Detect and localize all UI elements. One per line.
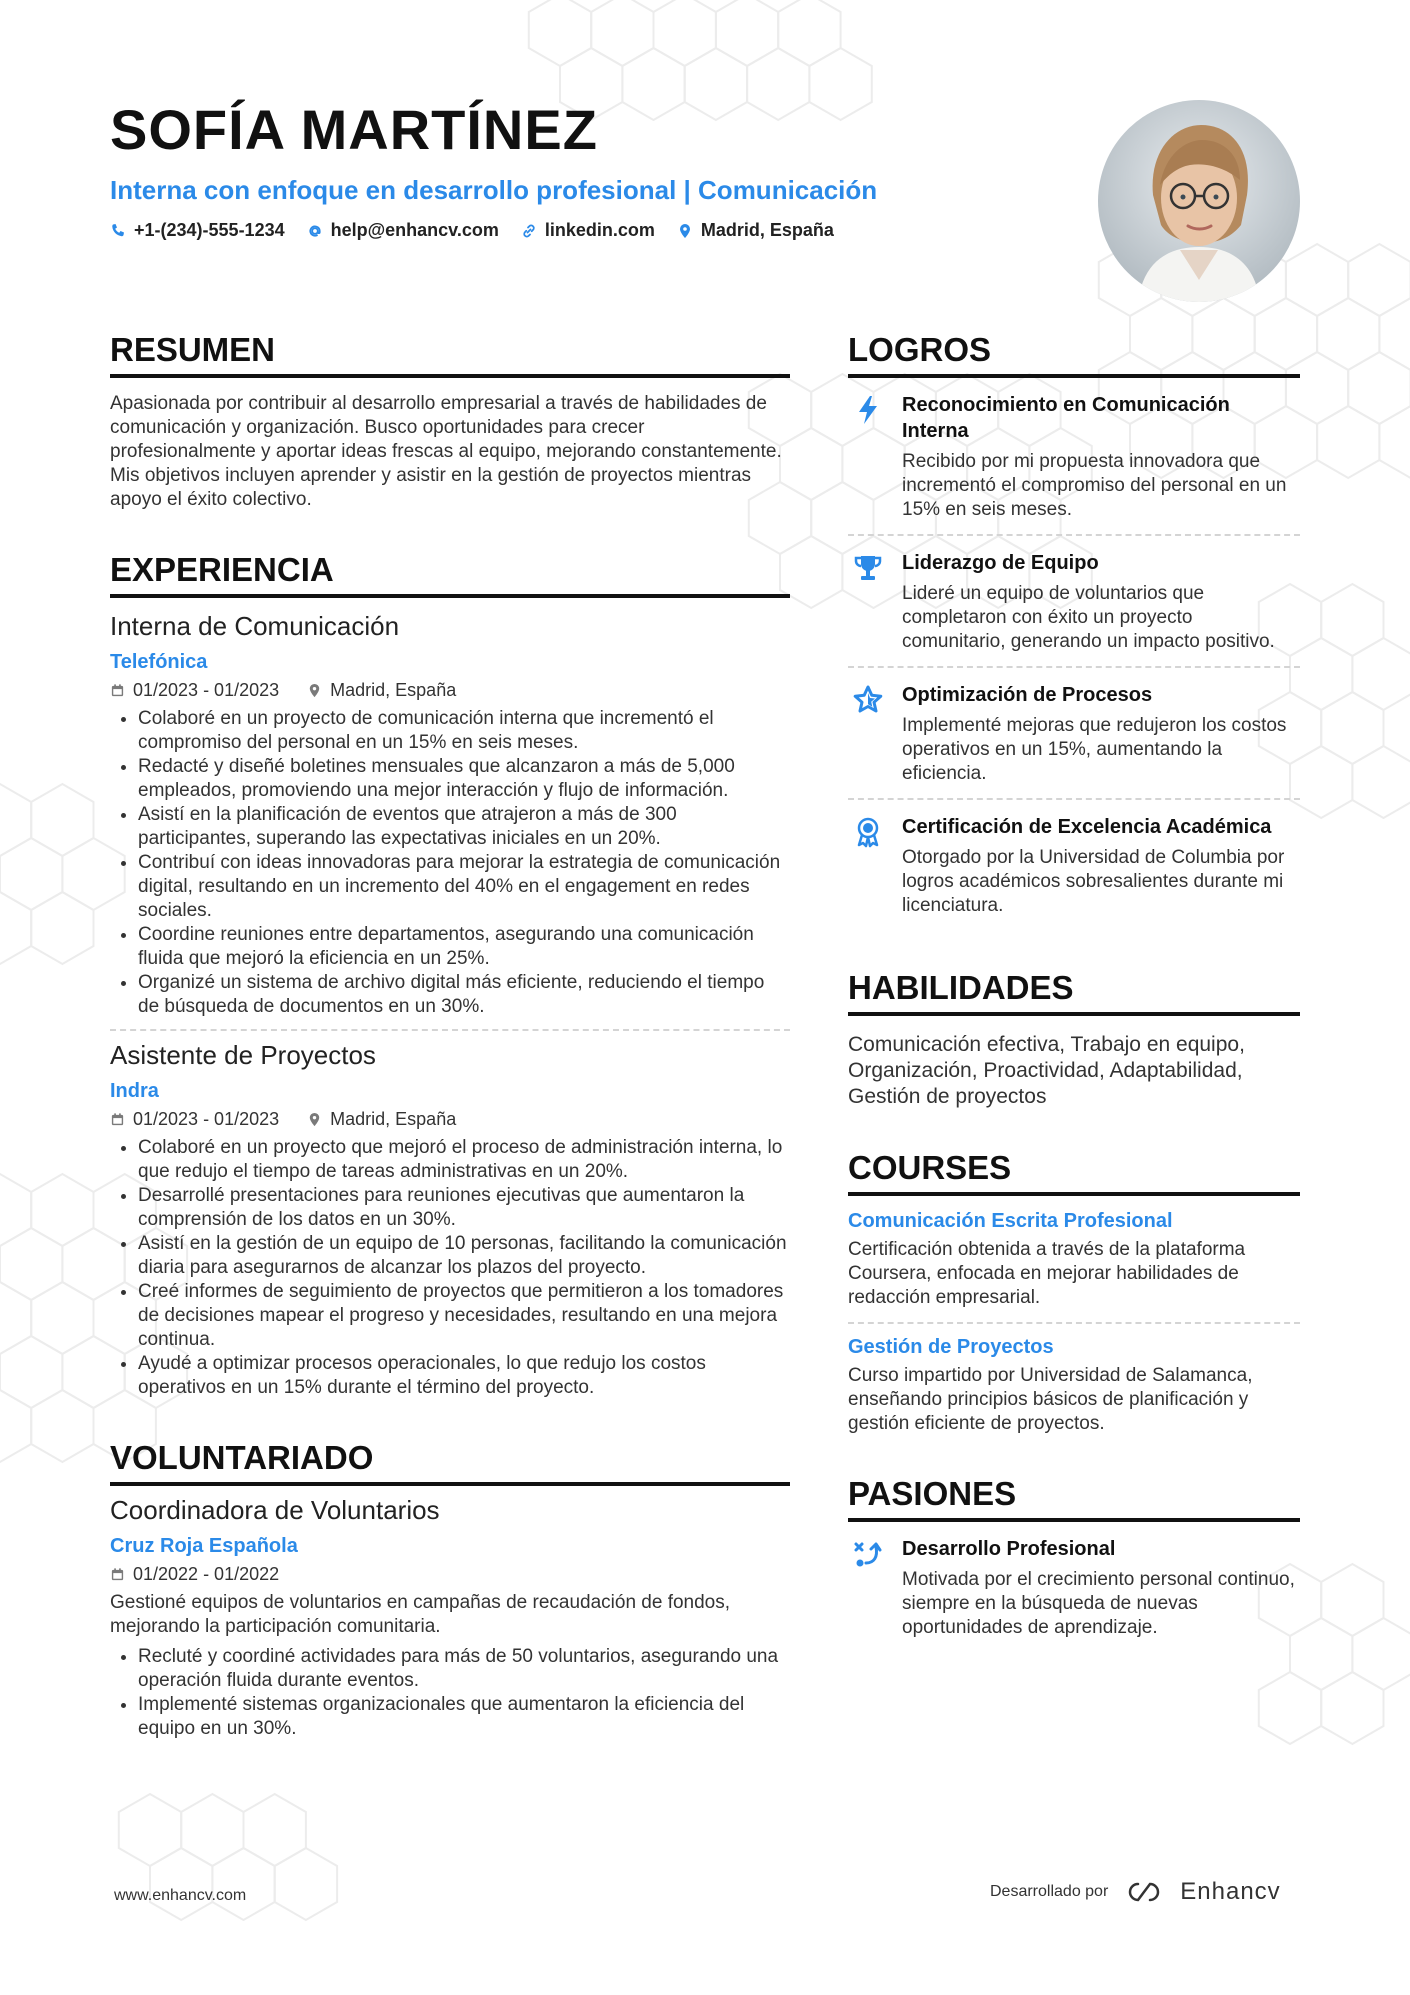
passion-desc: Motivada por el crecimiento personal continuo, siempre en la búsqueda de nuevas oportunidades de aprendizaje. [902,1569,1295,1638]
skills-text: Comunicación efectiva, Trabajo en equipo, Organización, Proactividad, Adaptabilidad, Gestión de proyectos [848,1033,1245,1108]
bullet-item: • Colaboré en un proyecto que mejoró el proceso de administración interna, lo que redujo el tiempo de tareas administrativas en un 20%. [138,1136,790,1184]
bullet-item: • Redacté y diseñé boletines mensuales que alcanzaron a más de 5,000 empleados, promoviendo una mejor interacción y flujo de información. [138,755,790,803]
achievement-title: Reconocimiento en Comunicación Interna [902,394,1230,442]
section-courses [848,1148,1300,1436]
divider [848,1322,1300,1324]
location-pin-icon [307,683,322,698]
contact-location [677,220,834,241]
job-location-text: Madrid, España [330,680,457,700]
bullet-item: • Asistí en la gestión de un equipo de 10 personas, facilitando la comunicación diaria para asegurarnos de alcanzar los plazos del proyecto. [138,1232,790,1280]
location-pin-icon [677,223,693,239]
volunteer-org: Cruz Roja Española [110,1535,298,1557]
volunteer-role: Coordinadora de Voluntarios [110,1495,440,1525]
section-title-voluntariado: VOLUNTARIADO [110,1438,790,1486]
section-resumen [110,330,790,512]
section-title-courses: COURSES [848,1148,1300,1196]
bullet-item: • Colaboré en un proyecto de comunicación interna que incrementó el compromiso del personal en un 15% en seis meses. [138,707,790,755]
trophy-icon [852,552,884,584]
section-voluntariado [110,1438,790,1741]
section-pasiones [848,1474,1300,1652]
summary-text: Apasionada por contribuir al desarrollo empresarial a través de habilidades de comunicación y organización. Busco oportunidades para crecer profesionalmente y aportar ideas frescas al equipo, mejorando constantemente. Mis objetivos incluyen aprender y asistir en la gestión de proyectos mientras apoyo el éxito colectivo. [110,393,782,510]
passion-title: Desarrollo Profesional [902,1538,1116,1560]
job-dates [110,680,279,701]
footer-brand [990,1878,1281,1906]
achievement-item [848,536,1300,668]
calendar-icon [110,1112,125,1127]
volunteer-dates [110,1564,279,1585]
passion-icon-wrap [848,1536,888,1640]
enhancv-logo-icon [1120,1879,1168,1905]
job-location [307,1109,456,1130]
job-entry [110,610,790,1019]
volunteer-meta [110,1564,790,1585]
divider [110,1029,790,1031]
job-meta [110,680,790,701]
volunteer-bullets [110,1645,790,1741]
achievement-item [848,378,1300,536]
job-bullets [110,1136,790,1400]
job-location [307,680,456,701]
section-logros [848,330,1300,930]
phone-icon [110,223,126,239]
award-medal-icon [852,816,884,848]
job-role: Interna de Comunicación [110,611,400,641]
achievement-icon-wrap [848,682,888,786]
profile-photo [1098,100,1300,302]
avatar [1098,100,1300,302]
candidate-name: SOFÍA MARTÍNEZ [110,98,598,161]
location-pin-icon [307,1112,322,1127]
contact-email[interactable] [307,220,499,241]
contact-email-text: help@enhancv.com [330,220,499,240]
achievement-title: Optimización de Procesos [902,684,1153,706]
calendar-icon [110,683,125,698]
course-item [848,1208,1300,1310]
brand-name[interactable]: Enhancv [1180,1878,1281,1905]
contact-linkedin-text: linkedin.com [544,220,655,240]
course-item [848,1334,1300,1436]
section-title-habilidades: HABILIDADES [848,968,1300,1016]
calendar-icon [110,1567,125,1582]
achievement-desc: Implementé mejoras que redujeron los costos operativos en un 15%, aumentando la eficiencia. [902,715,1287,784]
left-column [110,330,790,1779]
job-company: Indra [110,1080,159,1102]
section-habilidades [848,968,1300,1110]
bullet-item: • Organizé un sistema de archivo digital más eficiente, reduciendo el tiempo de búsqueda de documentos en un 30%. [138,971,790,1019]
achievement-desc: Lideré un equipo de voluntarios que completaron con éxito un proyecto comunitario, generando un impacto positivo. [902,583,1275,652]
job-location-text: Madrid, España [330,1109,457,1129]
volunteer-summary: Gestioné equipos de voluntarios en campañas de recaudación de fondos, mejorando la participación comunitaria. [110,1592,731,1637]
bullet-item: • Contribuí con ideas innovadoras para mejorar la estrategia de comunicación digital, resultando en un incremento del 40% en el engagement en redes sociales. [138,851,790,923]
section-experiencia [110,550,790,1400]
course-title: Gestión de Proyectos [848,1336,1054,1358]
achievement-icon-wrap [848,814,888,918]
contact-location-text: Madrid, España [700,220,834,240]
job-company: Telefónica [110,651,208,673]
job-entry [110,1039,790,1400]
achievement-title: Liderazgo de Equipo [902,552,1099,574]
job-role: Asistente de Proyectos [110,1040,376,1070]
resume-header [110,98,1060,241]
job-bullets [110,707,790,1019]
bullet-item: • Ayudé a optimizar procesos operacionales, lo que redujo los costos operativos en un 15% durante el término del proyecto. [138,1352,790,1400]
job-dates-text: 01/2023 - 01/2023 [133,1109,280,1129]
course-title: Comunicación Escrita Profesional [848,1210,1173,1232]
star-icon [852,684,884,716]
bullet-item: • Asistí en la planificación de eventos que atrajeron a más de 300 participantes, superando las expectativas iniciales en un 20%. [138,803,790,851]
section-title-logros: LOGROS [848,330,1300,378]
course-desc: Certificación obtenida a través de la plataforma Coursera, enfocada en mejorar habilidades de redacción empresarial. [848,1239,1246,1308]
right-column [848,330,1300,1690]
bullet-item: • Implementé sistemas organizacionales que aumentaron la eficiencia del equipo en un 30%. [138,1693,790,1741]
course-desc: Curso impartido por Universidad de Salamanca, enseñando principios básicos de planificación y gestión eficiente de proyectos. [848,1365,1253,1434]
at-icon [307,223,323,239]
achievement-desc: Otorgado por la Universidad de Columbia por logros académicos sobresalientes durante mi licenciatura. [902,847,1285,916]
job-meta [110,1109,790,1130]
bullet-item: • Recluté y coordiné actividades para más de 50 voluntarios, asegurando una operación fluida durante eventos. [138,1645,790,1693]
achievement-title: Certificación de Excelencia Académica [902,816,1272,838]
strategy-icon [852,1538,884,1570]
achievement-icon-wrap [848,392,888,522]
achievement-item [848,668,1300,800]
section-title-experiencia: EXPERIENCIA [110,550,790,598]
contact-row [110,220,1060,241]
job-dates [110,1109,279,1130]
bullet-item: • Desarrollé presentaciones para reuniones ejecutivas que aumentaron la comprensión de los datos en un 30%. [138,1184,790,1232]
contact-phone[interactable] [110,220,285,241]
section-title-pasiones: PASIONES [848,1474,1300,1522]
achievement-item [848,800,1300,930]
link-icon [521,223,537,239]
contact-phone-text: +1-(234)-555-1234 [134,220,285,240]
passion-item [848,1522,1300,1652]
job-dates-text: 01/2023 - 01/2023 [133,680,280,700]
section-title-resumen: RESUMEN [110,330,790,378]
bullet-item: • Coordine reuniones entre departamentos, asegurando una comunicación fluida que mejoró la eficiencia en un 25%. [138,923,790,971]
achievement-desc: Recibido por mi propuesta innovadora que incrementó el compromiso del personal en un 15% en seis meses. [902,451,1287,520]
powered-by-label: Desarrollado por [990,1883,1109,1900]
lightning-icon [852,394,884,426]
candidate-subtitle: Interna con enfoque en desarrollo profesional | Comunicación [110,175,878,205]
volunteer-dates-text: 01/2022 - 01/2022 [133,1564,280,1584]
contact-linkedin[interactable] [521,220,655,241]
bullet-item: • Creé informes de seguimiento de proyectos que permitieron a los tomadores de decisiones mapear el progreso y necesidades, resultando en una mejora continua. [138,1280,790,1352]
footer-website[interactable]: www.enhancv.com [114,1887,247,1904]
achievement-icon-wrap [848,550,888,654]
